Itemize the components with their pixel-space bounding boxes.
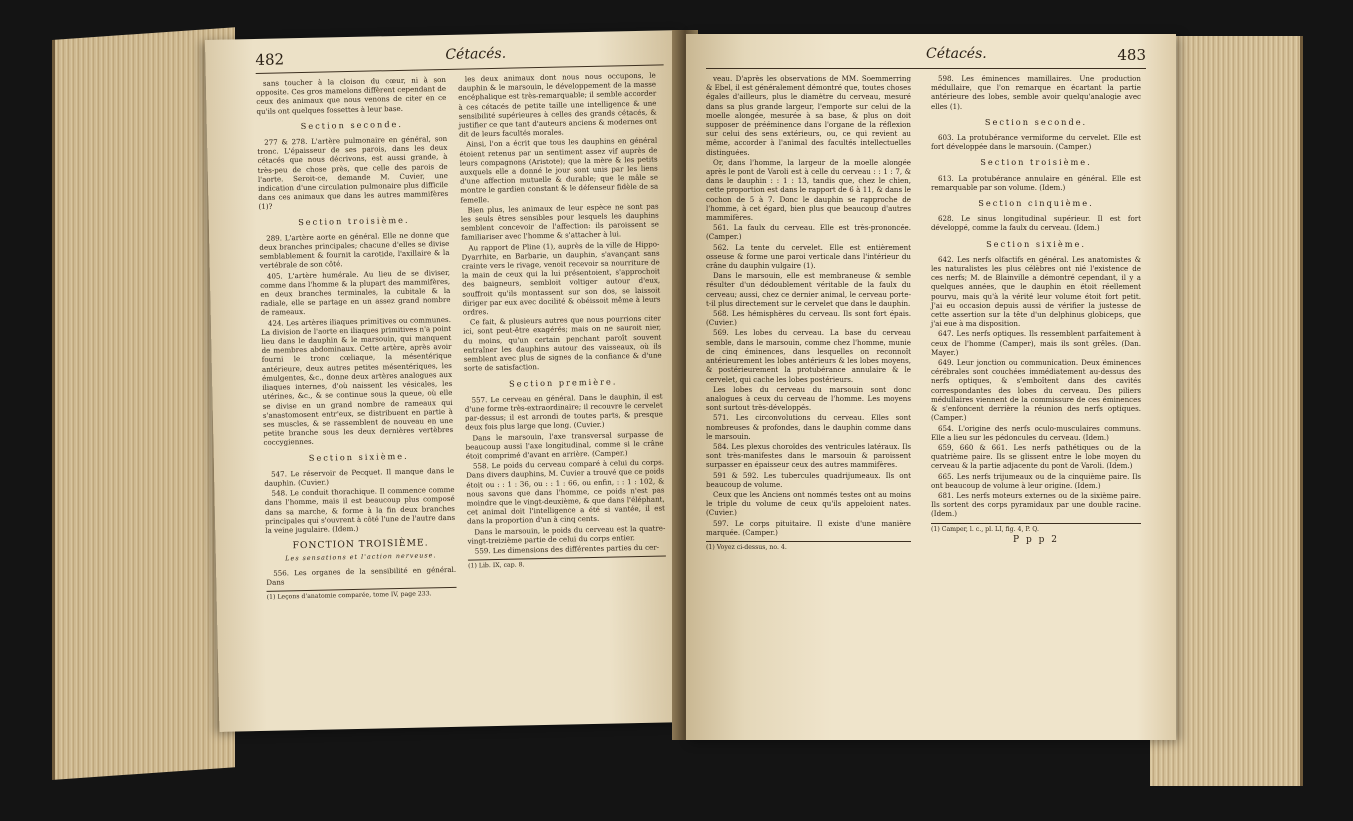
left-running-head bbox=[255, 40, 663, 74]
paragraph: Dans le marsouin, l'axe transversal surpasse de beaucoup aussi l'axe longitudinal, comme si le crâne étoit comprimé d'avant en arrière. (Camper.) bbox=[465, 429, 664, 461]
paragraph: 568. Les hémisphères du cerveau. Ils sont fort épais. (Cuvier.) bbox=[706, 309, 911, 328]
paragraph: 569. Les lobes du cerveau. La base du cerveau semble, dans le marsouin, comme chez l'homme, munie de cinq éminences, dans lesquelles on reconnoît antérieurement les lobes antérieurs & les lobes moyens, & postérieurement la protubérance annulaire & le cervelet, qui cache les lobes postérieurs. bbox=[706, 328, 911, 384]
footnote: (1) Leçons d'anatomie comparée, tome IV, page 233. bbox=[266, 590, 432, 601]
paragraph: Dans le marsouin, le poids du cerveau est la quatre-vingt-treizième partie de celui du corps entier. bbox=[467, 523, 666, 546]
paragraph: Ainsi, l'on a écrit que tous les dauphins en général étoient retenus par un sentiment assez vif auprès de leurs compagnons (Aristote); que la mère & les petits auxquels elle a donné le jour sont unis par les liens d'une affection mutuelle & durable; que le mâle se montre le gardien constant & le défenseur fidèle de sa femelle. bbox=[459, 135, 659, 205]
paragraph: 642. Les nerfs olfactifs en général. Les anatomistes & les naturalistes les plus célèbres ont nié l'existence de ces nerfs; M. de Blainville a démontré cependant, il y a quelques années, que le dauphin en étoit réellement pourvu, mais qu'à la vérité leur volume étoit fort petit. J'ai eu occasion depuis aussi de vérifier la justesse de cette assertion sur la tête d'un delphinus globiceps, que j'ai eue à ma disposition. bbox=[931, 254, 1141, 329]
section-heading: Section cinquième. bbox=[978, 198, 1094, 209]
page-number: 483 bbox=[1117, 46, 1146, 64]
right-page bbox=[686, 34, 1176, 740]
paragraph: 405. L'artère humérale. Au lieu de se diviser, comme dans l'homme & la plupart des mammifères, en deux branches terminales, la cubitale & la radiale, elle se partage en un assez grand nombre de rameaux. bbox=[260, 267, 451, 318]
paragraph: 547. Le réservoir de Pecquet. Il manque dans le dauphin. (Cuvier.) bbox=[264, 465, 455, 488]
paragraph: les deux animaux dont nous nous occupons, le dauphin & le marsouin, le développement de la masse encéphalique est très-remarquable; il semble accorder à ces cétacés de petite taille une intelligence & une sensibilité supérieures à celles des grands cétacés, & justifier ce que tant d'auteurs anciens & modernes ont dit de leurs facultés morales. bbox=[457, 70, 657, 139]
paragraph: Ce fait, & plusieurs autres que nous pourrions citer ici, sont peut-être exagérés; mais on ne sauroit nier, du moins, qu'un certain penchant paroît souvent entraîner les dauphins autour des vaisseaux, où ils semblent avec plus de signes de la confiance & d'une sorte de satisfaction. bbox=[463, 313, 662, 373]
paragraph: 659, 660 & 661. Les nerfs pathétiques ou de la quatrième paire. Ils se glissent entre le lobe moyen du cerveau & la partie adjacente du pont de Varoli. (Idem.) bbox=[931, 442, 1141, 471]
paragraph: 584. Les plexus choroïdes des ventricules latéraux. Ils sont très-manifestes dans le marsouin & paroissent surpasser en épaisseur ceux des autres mammifères. bbox=[706, 441, 911, 470]
function-heading: FONCTION TROISIÈME. bbox=[292, 537, 429, 552]
paragraph: 556. Les organes de la sensibilité en général. Dans bbox=[266, 564, 457, 587]
footnote: (1) Voyez ci-dessus, no. 4. bbox=[706, 543, 787, 551]
footnote-rule bbox=[931, 523, 1141, 524]
right-column-1 bbox=[706, 74, 911, 553]
paragraph: Les lobes du cerveau du marsouin sont donc analogues à ceux du cerveau de l'homme. Les moyens sont surtout très-développés. bbox=[706, 384, 911, 413]
paragraph: 598. Les éminences mamillaires. Une production médullaire, que l'on remarque en écartant la partie antérieure des lobes, semble avoir quelqu'analogie avec elles (1). bbox=[931, 74, 1141, 111]
footnote-rule bbox=[706, 541, 911, 542]
subheading: Les sensations et l'action nerveuse. bbox=[285, 551, 437, 563]
paragraph: 548. Le conduit thorachique. Il commence comme dans l'homme, mais il est beaucoup plus composé dans sa marche, & forme à la fin deux branches principales qui s'ouvrent à côté l'une de l'autre dans la veine jugulaire. (Idem.) bbox=[264, 485, 456, 535]
paragraph: 665. Les nerfs trijumeaux ou de la cinquième paire. Ils ont beaucoup de volume à leur origine. (Idem.) bbox=[931, 471, 1141, 490]
paragraph: 289. L'artère aorte en général. Elle ne donne que deux branches principales; chacune d'elles se divise semblablement & fournit la carotide, l'axillaire & la vertébrale de son côté. bbox=[259, 229, 450, 271]
section-heading: Section troisième. bbox=[980, 157, 1092, 168]
running-title: Cétacés. bbox=[926, 46, 987, 62]
left-page bbox=[205, 30, 697, 732]
paragraph: Dans le marsouin, elle est membraneuse & semble résulter d'un dédoublement véritable de la faulx du cerveau; aussi, chez ce dernier animal, le cerveau porte-t-il plus directement sur le cervelet que dans le dauphin. bbox=[706, 271, 911, 308]
paragraph: 597. Le corps pituitaire. Il existe d'une manière marquée. (Camper.) bbox=[706, 518, 911, 537]
right-running-head bbox=[706, 44, 1146, 69]
paragraph: 613. La protubérance annulaire en général. Elle est remarquable par son volume. (Idem.) bbox=[931, 173, 1141, 192]
section-heading: Section sixième. bbox=[308, 450, 409, 463]
paragraph: Or, dans l'homme, la largeur de la moelle alongée après le pont de Varoli est à celle du cerveau : : 1 : 7, & dans le dauphin : : 1 : 13, tandis que, chez le chien, cette proportion est dans le rapport de 6 à 11, & dans le cochon de 5 à 7. Donc le dauphin se rapproche de l'homme, à cet égard, bien plus que beaucoup d'autres mammifères. bbox=[706, 157, 911, 223]
section-heading: Section seconde. bbox=[300, 118, 404, 131]
paragraph: sans toucher à la cloison du cœur, ni à son opposite. Ces gros mamelons diffèrent cependant de ceux des animaux que nous venons de citer en ce qu'ils ont quelques fossettes à leur base. bbox=[256, 74, 447, 116]
paragraph: 647. Les nerfs optiques. Ils ressemblent parfaitement à ceux de l'homme (Camper), mais ils sont grêles. (Dan. Mayer.) bbox=[931, 329, 1141, 357]
paragraph: 277 & 278. L'artère pulmonaire en général, son tronc. L'épaisseur de ses parois, dans les deux cétacés que nous décrivons, est aussi grande, à très-peu de chose près, que celle des parois de l'aorte. Seroit-ce, demande M. Cuvier, une indication d'une circulation pulmonaire plus difficile dans ces animaux que dans les autres mammifères (1)? bbox=[257, 133, 449, 212]
section-heading: Section troisième. bbox=[298, 214, 410, 227]
paragraph: veau. D'après les observations de MM. Soemmerring & Ebel, il est généralement démontré que, toutes choses égales d'ailleurs, plus le diamètre du cerveau, mesuré dans sa plus grande largeur, l'emporte sur celui de la moelle alongée, mesurée à sa base, & plus on doit supposer de prééminence dans l'organe de la réflexion sur celui des sens extérieurs, ou, ce qui revient au même, accorder à l'animal des facultés intellectuelles distinguées. bbox=[706, 74, 911, 157]
paragraph: 603. La protubérance vermiforme du cervelet. Elle est fort développée dans le marsouin. (Camper.) bbox=[931, 133, 1141, 152]
paragraph: 562. La tente du cervelet. Elle est entièrement osseuse & forme une paroi verticale dans l'intérieur du crâne du dauphin vulgaire (1). bbox=[706, 242, 911, 271]
page-number: 482 bbox=[255, 50, 285, 69]
right-column-2 bbox=[931, 74, 1141, 545]
paragraph: 558. Le poids du cerveau comparé à celui du corps. Dans divers dauphins, M. Cuvier a trouvé que ce poids étoit ou : : 1 : 36, ou : : 1 : 66, ou enfin, : : 1 : 102, & nous savons que dans l'homme, ce poids n'est pas moindre que le vingt-deuxième, & que dans l'éléphant, cet animal doit l'intelligence a été si vantée, il est dans la proportion d'un à cinq cents. bbox=[466, 457, 665, 526]
paragraph: 591 & 592. Les tubercules quadrijumeaux. Ils ont beaucoup de volume. bbox=[706, 470, 911, 489]
running-title: Cétacés. bbox=[445, 45, 507, 63]
left-column-2 bbox=[458, 71, 666, 572]
paragraph: 571. Les circonvolutions du cerveau. Elles sont nombreuses & profondes, dans le dauphin comme dans le marsouin. bbox=[706, 413, 911, 441]
paragraph: 557. Le cerveau en général. Dans le dauphin, il est d'une forme très-extraordinaire; il recouvre le cervelet par-dessus; il est arrondi de toutes parts, & presque deux fois plus large que long. (Cuvier.) bbox=[464, 391, 664, 432]
paragraph: 559. Les dimensions des différentes parties du cer- bbox=[474, 542, 660, 556]
paragraph: 649. Leur jonction ou communication. Deux éminences cérébrales sont couchées immédiatement au-dessus des nerfs optiques, & s'emboîtent dans des cavités correspondantes des lobes du cerveau. Des piliers médullaires viennent de la commissure de ces éminences & s'enfoncent derrière la réunion des nerfs optiques. (Camper.) bbox=[931, 358, 1141, 423]
section-heading: Section seconde. bbox=[984, 116, 1088, 127]
footnote: (1) Camper, l. c., pl. LI, fig. 4, P. Q. bbox=[931, 525, 1039, 533]
left-column-1 bbox=[256, 75, 457, 603]
paragraph: 628. Le sinus longitudinal supérieur. Il est fort développé, comme la faulx du cerveau. (Idem.) bbox=[931, 214, 1141, 233]
paragraph: 424. Les artères iliaques primitives ou communes. La division de l'aorte en iliaques primitives n'a point lieu dans le dauphin & le marsouin, qui manquent de membres abdominaux. Cette artère, après avoir fourni le tronc cœliaque, la mésentérique antérieure, deux autres petites mésentériques, les émulgentes, &c., donne deux artères analogues aux iliaques internes, d'où naissent les vésicales, les utérines, &c., & se continue sous la queue, où elle se divise en un grand nombre de rameaux qui s'anastomosent entr'eux, se distribuent en partie à ses muscles, & se rassemblent de nouveau en une petite branche sous les deux dernières vertèbres coccygiennes. bbox=[261, 314, 454, 448]
signature-mark: P p p 2 bbox=[1013, 534, 1059, 545]
paragraph: Ceux que les Anciens ont nommés testes ont au moins le triple du volume de ceux qu'ils appeloient nates. (Cuvier.) bbox=[706, 489, 911, 518]
paragraph: 561. La faulx du cerveau. Elle est très-prononcée. (Camper.) bbox=[706, 223, 911, 242]
section-heading: Section sixième. bbox=[986, 238, 1086, 249]
paragraph: 681. Les nerfs moteurs externes ou de la sixième paire. Ils sortent des corps pyramidaux par une double racine. (Idem.) bbox=[931, 490, 1141, 519]
paragraph: 654. L'origine des nerfs oculo-musculaires communs. Elle a lieu sur les pédoncules du cerveau. (Idem.) bbox=[931, 423, 1141, 442]
section-heading: Section première. bbox=[508, 375, 618, 389]
paragraph: Au rapport de Pline (1), auprès de la ville de Hippo-Dyarrhite, en Barbarie, un dauphin, s'avançant sans crainte vers le rivage, venoit recevoir sa nourriture de la main de ceux qui la lui présentoient, s'approchoit des baigneurs, sembloit voltiger autour d'eux, souffroit qu'ils montassent sur son dos, se laissoit diriger par eux avec docilité & obéissoit même à leurs ordres. bbox=[461, 239, 661, 317]
footnote: (1) Lib. IX, cap. 8. bbox=[468, 561, 525, 570]
paragraph: Bien plus, les animaux de leur espèce ne sont pas les seuls êtres sensibles pour lesquels les dauphins semblent concevoir de l'affection: ils paroissent se familiariser avec l'homme & s'attacher à lui. bbox=[460, 201, 660, 243]
